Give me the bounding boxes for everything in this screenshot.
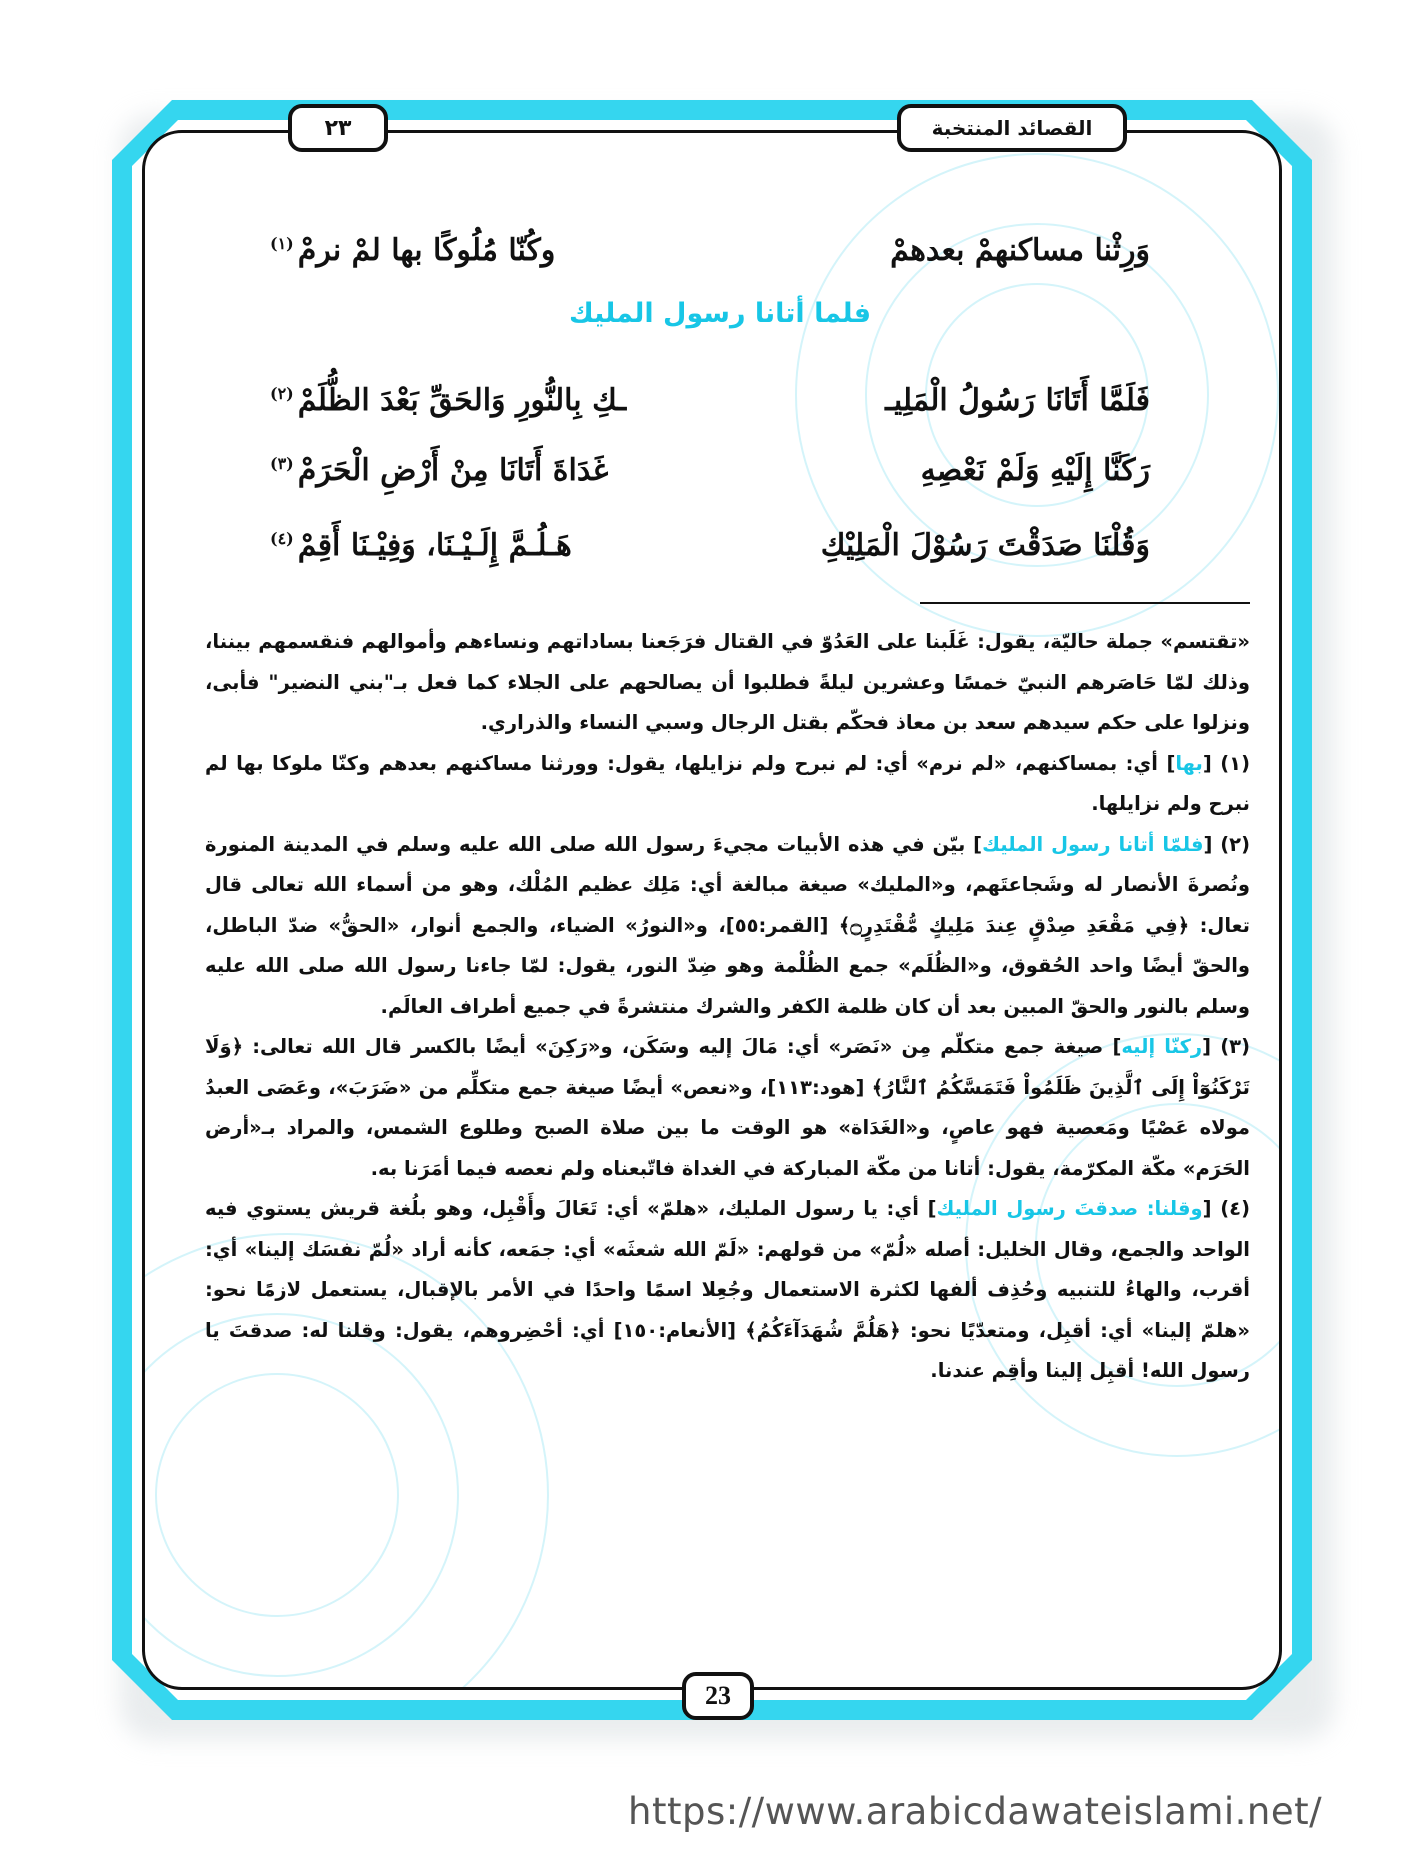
- footnote-ref[interactable]: (٣): [270, 453, 294, 473]
- footnote-key: وقلنا: صدقتَ رسول المليك: [936, 1197, 1203, 1220]
- verse-left-half: وكُنّا مُلُوكًا بها لمْ نرمْ$^{(١)}$: [270, 232, 556, 268]
- footnote-intro: «تقتسم» جملة حاليّة، يقول: غَلَبنا على العَدُوّ في القتال فرَجَعنا بساداتهم ونساءهم وأموالهم فنقسمهم بيننا، وذلك لمّا حَاصَرهم النبيّ خمسًا وعشرين ليلةً فطلبوا أن يصالحهم على الجلاء كما فعل بـ"بني النضير" فأبى، ونزلوا على حكم سيدهم سعد بن معاذ فحكّم بقتل الرجال وسبي النساء والذراري.: [205, 630, 1250, 734]
- verse-right-half: وَقُلْنَا صَدَقْتَ رَسُوْلَ الْمَلِيْكِ: [820, 527, 1150, 563]
- verse-line: [270, 220, 1150, 280]
- footnote-key: ركنّا إليه: [1121, 1035, 1203, 1058]
- verse-line: [270, 515, 1150, 575]
- book-title: القصائد المنتخبة: [897, 104, 1127, 152]
- footnote-key: فلمّا أتانا رسول المليك: [982, 832, 1204, 856]
- footnote-3: (٣) [ركنّا إليه] صيغة جمع متكلّم مِن «نَصَر» أي: مَالَ إليه وسَكَن، و«رَكِنَ» أيضًا بالكسر قال الله تعالى: ﴿وَلَا تَرْكَنُوٓاْ إِلَى ٱلَّذِينَ ظَلَمُواْ فَتَمَسَّكُمُ ٱلنَّارُ﴾ [هود:١١٣]، و«نعص» أيضًا صيغة جمع متكلِّم من «ضَرَبَ»، وعَصَى العبدُ مولاه عَصْيًا ومَعصية فهو عاصٍ، و«الغَدَاة» هو الوقت ما بين صلاة الصبح وطلوع الشمس، والمراد بـ«أرض الحَرَم» مكّة المكرّمة، يقول: أتانا من مكّة المباركة في الغداة فاتّبعناه ولم نعصه فيما أمَرَنا به.: [205, 1035, 1250, 1180]
- footnote-1: (١) [بها] أي: بمساكنهم، «لم نرم» أي: لم نبرح ولم نزايلها، يقول: وورثنا مساكنهم بعدهم وكنّا ملوكا بها لم نبرح ولم نزايلها.: [205, 751, 1250, 815]
- verse-right-half: وَرِثْنا مساكنهمْ بعدهمْ: [890, 232, 1150, 268]
- footnote-2: (٢) [فلمّا أتانا رسول المليك] بيّن في هذه الأبيات مجيءَ رسول الله صلى الله عليه وسلم في المدينة المنورة ونُصرةَ الأنصار له وشَجاعتَهم، و«المليك» صيغة مبالغة أي: مَلِك عظيم المُلْك، وهو من أسماء الله تعالى قال تعال: ﴿فِي مَقْعَدِ صِدْقٍ عِندَ مَلِيكٍ مُّقْتَدِرٍ۝﴾ [القمر:٥٥]، و«النورُ» الضياء، والجمع أنوار، «الحقُّ» ضدّ الباطل، والحقّ أيضًا واحد الحُقوق، و«الظُلَم» جمع الظُلْمة وهو ضِدّ النور، يقول: لمّا جاءنا رسول الله صلى الله عليه وسلم بالنور والحقّ المبين بعد أن كان ظلمة الكفر والشرك منتشرةً في جميع أطراف العالَم.: [205, 832, 1251, 1018]
- footnote-4: (٤) [وقلنا: صدقتَ رسول المليك] أي: يا رسول المليك، «هلمّ» أي: تَعَالَ وأَقْبِل، وهو بلُغة قريش يستوي فيه الواحد والجمع، وقال الخليل: أصله «لُمّ» من قولهم: «لَمّ الله شعثَه» أي: جمَعه، كأنه أراد «لُمّ نفسَك إلينا» أي: أقرب، والهاءُ للتنبيه وحُذِف ألفها لكثرة الاستعمال وجُعِلا اسمًا واحدًا في الأمر بالإقبال، يستعمل لازمًا نحو: «هلمّ إلينا» أي: أقبِل، ومتعدّيًا نحو: ﴿هَلُمَّ شُهَدَآءَكُمُ﴾ [الأنعام:١٥٠] أي: أحْضِروهم، يقول: وقلنا له: صدقتَ يا رسول الله! أقبِل إلينا وأقِم عندنا.: [205, 1197, 1251, 1382]
- footnote-ref[interactable]: (٤): [270, 528, 294, 548]
- footer-page-number: 23: [682, 1672, 754, 1720]
- verse-right-half: رَكَنَّا إِلَيْهِ وَلَمْ نَعْصِهِ: [920, 452, 1150, 488]
- section-heading: فلما أتانا رسول المليك: [568, 298, 872, 329]
- footnote-ref[interactable]: (١): [270, 233, 294, 253]
- footnote-separator: [920, 602, 1250, 604]
- verse-left-half: هَـلُـمَّ إِلَـيْـنَا، وَفِيْـنَا أَقِمْ$^{(٤)}$: [270, 527, 572, 563]
- footnote-ref[interactable]: (٢): [270, 383, 294, 403]
- verse-right-half: فَلَمَّا أَتَانَا رَسُولُ الْمَلِيـ: [885, 382, 1150, 418]
- verse-line: [270, 440, 1150, 500]
- watermark-url: https://www.arabicdawateislami.net/: [628, 1790, 1323, 1833]
- verse-left-half: ـكِ بِالنُّورِ وَالحَقِّ بَعْدَ الظُّلَمْ$^{(٢)}$: [270, 382, 627, 418]
- footnotes: [205, 622, 1250, 1612]
- footnote-key: بها: [1175, 751, 1203, 775]
- verse-left-half: غَدَاةَ أَتَانَا مِنْ أَرْضِ الْحَرَمْ$^{(٣)}$: [270, 452, 609, 488]
- header-page-number: ٢٣: [288, 104, 388, 152]
- verse-line: [270, 370, 1150, 430]
